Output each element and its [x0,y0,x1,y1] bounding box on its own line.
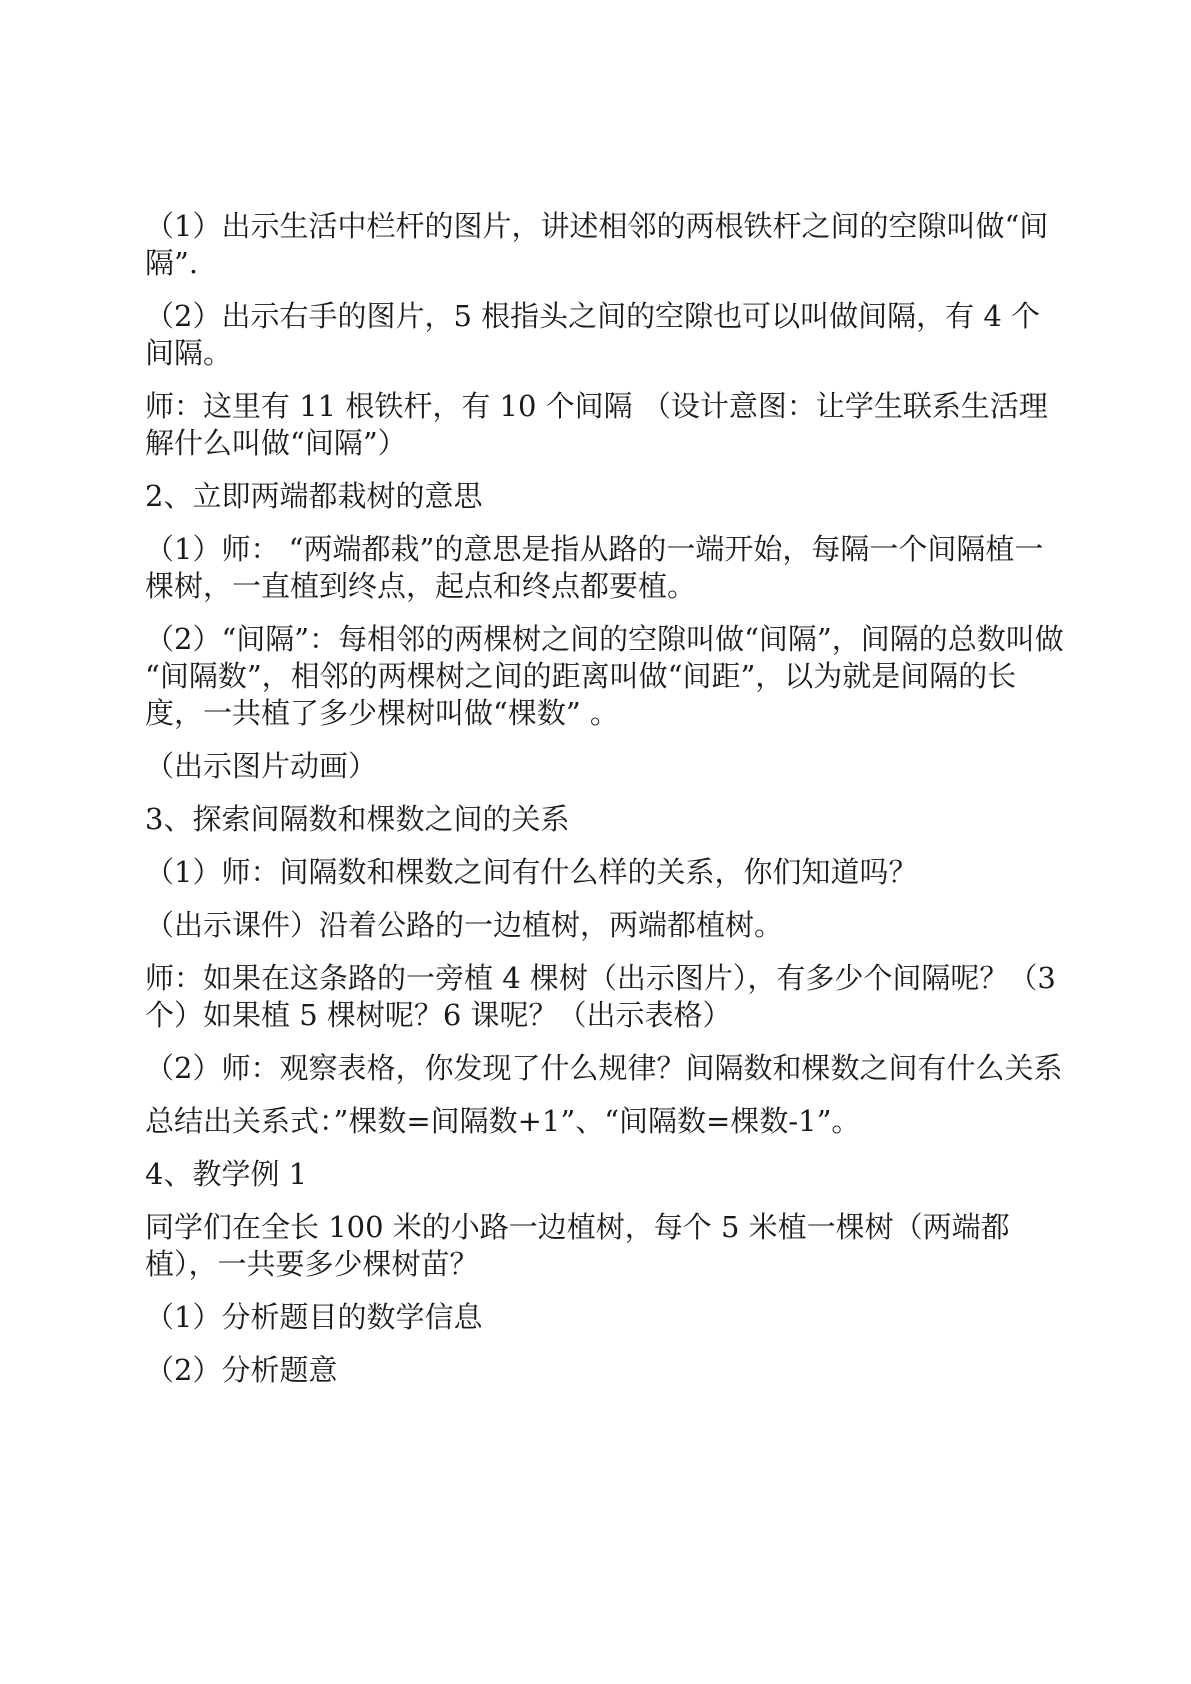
paragraph-hand-intervals: （2）出示右手的图片，5 根指头之间的空隙也可以叫做间隔，有 4 个间隔。 [145,299,1041,370]
document-body [145,208,1073,1405]
section-heading-2: 2、立即两端都栽树的意思 [145,479,483,513]
paragraph-teacher-example: 师：如果在这条路的一旁植 4 棵树（出示图片），有多少个间隔呢？（3 个）如果植 5 棵树呢？6 课呢？（出示表格） [145,961,1066,1032]
paragraph-analyze-info: （1）分析题目的数学信息 [145,1300,483,1334]
section-heading-3: 3、探索间隔数和棵数之间的关系 [145,802,570,836]
paragraph-interval-definitions: （2）“间隔”：每相邻的两棵树之间的空隙叫做“间隔”，间隔的总数叫做 “间隔数”，相邻的两棵树之间的距离叫做“间距”，以为就是间隔的长度，一共植了多少棵树叫做“棵数” 。 [145,622,1073,730]
paragraph-show-courseware: （出示课件）沿着公路的一边植树，两端都植树。 [145,908,784,942]
paragraph-observe-table: （2）师：观察表格，你发现了什么规律？间隔数和棵数之间有什么关系 [145,1051,1063,1085]
paragraph-railing-intro: （1）出示生活中栏杆的图片，讲述相邻的两根铁杆之间的空隙叫做“间隔”. [145,209,1049,280]
paragraph-teacher-railing: 师：这里有 11 根铁杆，有 10 个间隔 （设计意图：让学生联系生活理解什么叫做“间隔”） [145,389,1048,460]
paragraph-teacher-question: （1）师：间隔数和棵数之间有什么样的关系，你们知道吗？ [145,855,918,889]
paragraph-both-ends-meaning: （1）师： “两端都栽”的意思是指从路的一端开始，每隔一个间隔植一棵树，一直植到终点，起点和终点都要植。 [145,532,1044,603]
paragraph-example-problem: 同学们在全长 100 米的小路一边植树，每个 5 米植一棵树（两端都植），一共要多少棵树苗？ [145,1210,1010,1281]
paragraph-formula-summary: 总结出关系式：”棵数=间隔数+1”、“间隔数=棵数-1”。 [145,1104,861,1138]
paragraph-show-animation: （出示图片动画） [145,749,378,783]
paragraph-analyze-meaning: （2）分析题意 [145,1353,338,1387]
section-heading-4: 4、教学例 1 [145,1157,308,1191]
